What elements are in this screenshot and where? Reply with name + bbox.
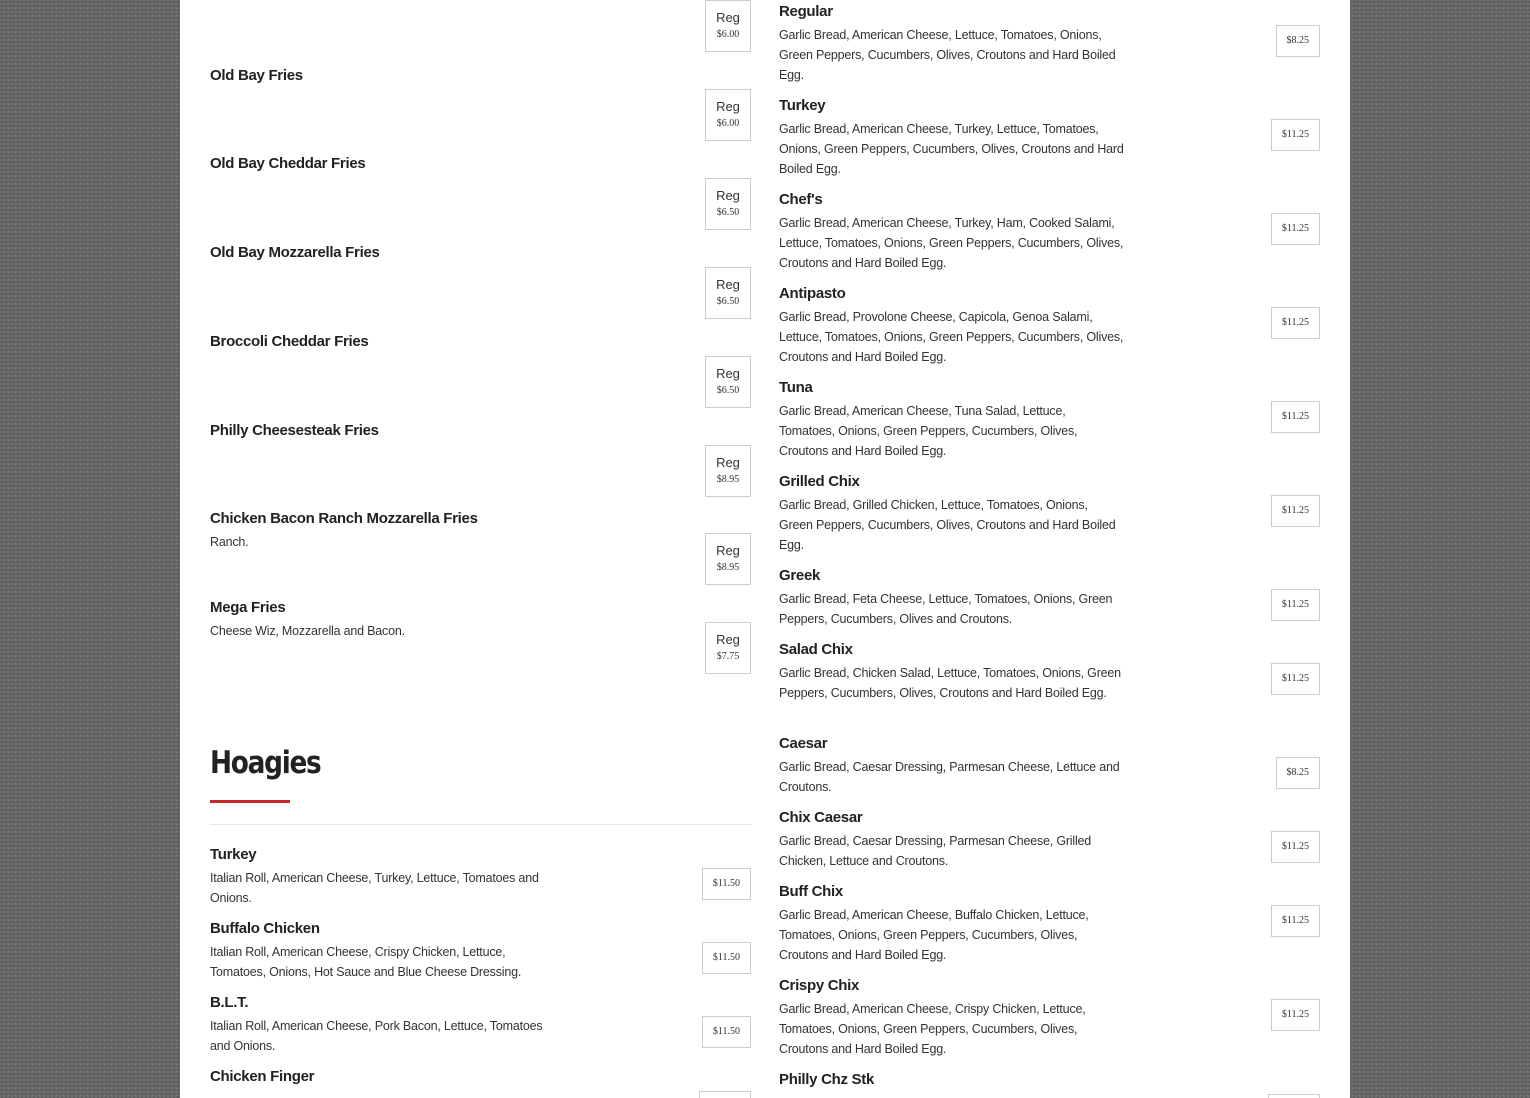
item-name: Greek [779,567,821,584]
price-box[interactable]: $11.50 [702,1016,751,1048]
price-box[interactable] [705,445,751,497]
item-description: Italian Roll, American Cheese, Crispy Chicken, Lettuce, Tomatoes, Onions, Hot Sauce and Blue Cheese Dressing. [210,945,522,979]
price-value: $6.00 [716,29,740,40]
item-description: Garlic Bread, Caesar Dressing, Parmesan Cheese, Lettuce and Croutons. [779,760,1120,794]
item-name: Chicken Finger [210,1068,315,1085]
item-name: Regular [779,3,833,20]
size-label: Reg [716,277,740,292]
price-value: $8.95 [716,474,740,485]
item-description: Garlic Bread, American Cheese, Buffalo Chicken, Lettuce, Tomatoes, Onions, Green Peppers, Cucumbers, Olives, Croutons and Hard Boiled Egg. [779,908,1089,962]
section-title-underline [210,800,290,803]
price-box[interactable] [705,622,751,674]
item-name: Grilled Chix [779,473,860,490]
menu-panel [180,0,1350,1098]
price-box[interactable]: $11.25 [1271,831,1320,863]
price-box[interactable]: $11.25 [1271,495,1320,527]
price-box[interactable] [705,356,751,408]
price-box[interactable] [705,267,751,319]
item-name: Turkey [210,846,257,863]
price-box[interactable]: $11.25 [1271,119,1320,151]
price-value: $6.50 [716,296,740,307]
item-name: B.L.T. [210,994,249,1011]
item-name: Philly Chz Stk [779,1071,874,1088]
price-value: $6.50 [716,385,740,396]
size-label: Reg [716,10,740,25]
size-label: Reg [716,455,740,470]
item-name: Chix Caesar [779,809,863,826]
size-label: Reg [716,543,740,558]
size-label: Reg [716,188,740,203]
item-name: Old Bay Mozzarella Fries [210,244,380,261]
price-box[interactable]: $11.25 [1271,663,1320,695]
size-label: Reg [716,99,740,114]
price-value: $7.75 [716,651,740,662]
item-name: Salad Chix [779,641,853,658]
item-description: Garlic Bread, American Cheese, Tuna Salad, Lettuce, Tomatoes, Onions, Green Peppers, Cucumbers, Olives, Croutons and Hard Boiled Egg. [779,404,1078,458]
item-name: Old Bay Fries [210,67,303,84]
item-name: Mega Fries [210,599,286,616]
size-label: Reg [716,632,740,647]
item-description: Garlic Bread, American Cheese, Crispy Chicken, Lettuce, Tomatoes, Onions, Green Peppers, Cucumbers, Olives, Croutons and Hard Boiled Egg. [779,1002,1086,1056]
price-box[interactable] [705,0,751,52]
price-box[interactable] [1268,1094,1320,1098]
price-value: $6.50 [716,207,740,218]
item-description: Ranch. [210,535,249,549]
item-name: Turkey [779,97,826,114]
price-box[interactable]: $11.25 [1271,999,1320,1031]
item-description: Garlic Bread, Caesar Dressing, Parmesan Cheese, Grilled Chicken, Lettuce and Croutons. [779,834,1092,868]
item-name: Crispy Chix [779,977,860,994]
item-description: Garlic Bread, Feta Cheese, Lettuce, Tomatoes, Onions, Green Peppers, Cucumbers, Olives and Croutons. [779,592,1113,626]
price-value: $6.00 [716,118,740,129]
price-box[interactable] [705,178,751,230]
item-description: Garlic Bread, American Cheese, Lettuce, Tomatoes, Onions, Green Peppers, Cucumbers, Olives, Croutons and Hard Boiled Egg. [779,28,1116,82]
price-box[interactable]: $11.25 [1271,589,1320,621]
price-box[interactable]: $8.25 [1276,25,1321,57]
item-description: Italian Roll, American Cheese, Turkey, Lettuce, Tomatoes and Onions. [210,871,539,905]
item-name: Caesar [779,735,828,752]
item-name: Tuna [779,379,813,396]
price-box[interactable] [705,533,751,585]
item-description: Garlic Bread, Provolone Cheese, Capicola, Genoa Salami, Lettuce, Tomatoes, Onions, Green Peppers, Cucumbers, Olives, Croutons and Hard Boiled Egg. [779,310,1124,364]
price-box[interactable]: $11.50 [702,942,751,974]
price-box[interactable]: $8.25 [1276,757,1321,789]
price-box[interactable]: $11.50 [702,868,751,900]
price-box[interactable]: $11.25 [1271,213,1320,245]
item-name: Buff Chix [779,883,843,900]
section-divider [210,824,751,825]
item-name: Old Bay Cheddar Fries [210,155,366,172]
price-value: $8.95 [716,562,740,573]
price-box[interactable] [699,1091,751,1098]
price-box[interactable]: $11.25 [1271,307,1320,339]
item-name: Philly Cheesesteak Fries [210,422,379,439]
item-name: Buffalo Chicken [210,920,320,937]
item-description: Garlic Bread, Chicken Salad, Lettuce, Tomatoes, Onions, Green Peppers, Cucumbers, Olives, Croutons and Hard Boiled Egg. [779,666,1121,700]
item-name: Broccoli Cheddar Fries [210,333,369,350]
price-box[interactable]: $11.25 [1271,401,1320,433]
size-label: Reg [716,366,740,381]
item-name: Antipasto [779,285,846,302]
item-description: Cheese Wiz, Mozzarella and Bacon. [210,624,405,638]
item-description: Garlic Bread, American Cheese, Turkey, Lettuce, Tomatoes, Onions, Green Peppers, Cucumbers, Olives, Croutons and Hard Boiled Egg. [779,122,1124,176]
item-name: Chicken Bacon Ranch Mozzarella Fries [210,510,478,527]
item-description: Italian Roll, American Cheese, Pork Bacon, Lettuce, Tomatoes and Onions. [210,1019,543,1053]
item-name: Chef's [779,191,823,208]
item-description: Garlic Bread, American Cheese, Turkey, Ham, Cooked Salami, Lettuce, Tomatoes, Onions, Green Peppers, Cucumbers, Olives, Croutons and Hard Boiled Egg. [779,216,1124,270]
price-box[interactable]: $11.25 [1271,905,1320,937]
price-box[interactable] [705,89,751,141]
section-title-hoagies: Hoagies [210,745,321,781]
item-description: Garlic Bread, Grilled Chicken, Lettuce, Tomatoes, Onions, Green Peppers, Cucumbers, Olives, Croutons and Hard Boiled Egg. [779,498,1116,552]
